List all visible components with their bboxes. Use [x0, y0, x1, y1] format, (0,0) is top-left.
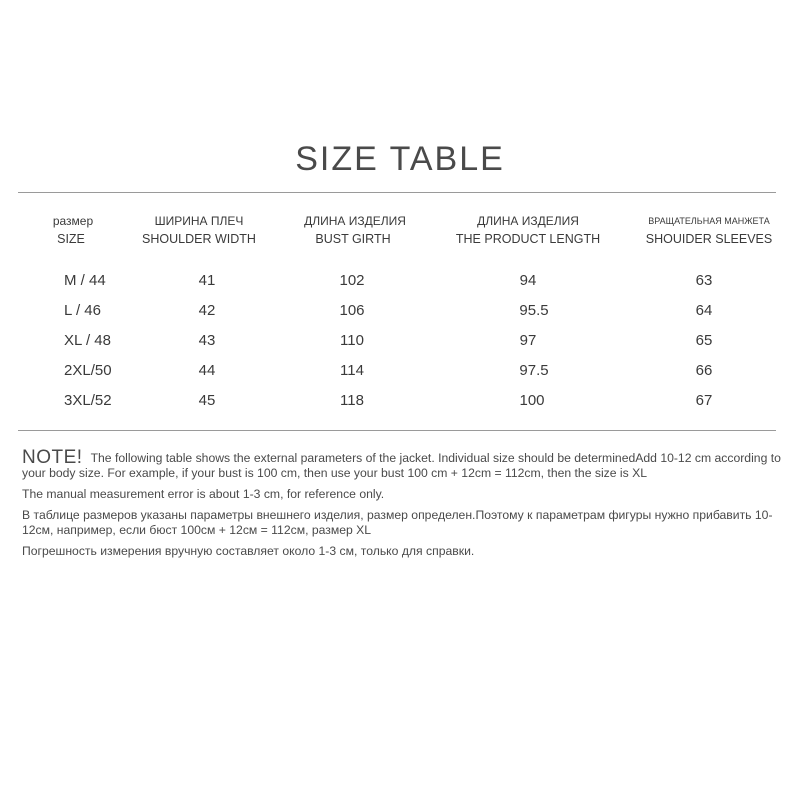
- cell-bust: 114: [340, 362, 364, 379]
- page-title: SIZE TABLE: [295, 140, 505, 178]
- cell-sleeves: 66: [695, 362, 713, 379]
- note-text-4: Погрешность измерения вручную составляет около 1-3 см, только для справки.: [22, 544, 475, 558]
- cell-sleeves: 64: [695, 302, 713, 319]
- note-english-main: [22, 449, 782, 481]
- note-text-3: В таблице размеров указаны параметры внешнего изделия, размер определен.Поэтому к параметрам фигуры нужно прибавить 10-12см, например, если бюст 100см + 12см = 112см, размер XL: [22, 508, 773, 537]
- cell-shoulder: 45: [198, 392, 216, 409]
- cell-bust: 118: [340, 392, 364, 409]
- cell-bust: 102: [339, 272, 365, 289]
- cell-length: 95.5: [519, 302, 549, 319]
- cell-size: 3XL/52: [64, 392, 112, 409]
- cell-bust: 106: [339, 302, 365, 319]
- header-length-en: THE PRODUCT LENGTH: [455, 232, 601, 246]
- header-sleeves-en: SHOUIDER SLEEVES: [645, 232, 773, 246]
- cell-bust: 110: [340, 332, 364, 349]
- cell-size: L / 46: [64, 302, 101, 319]
- cell-length: 97: [519, 332, 537, 349]
- header-shoulder-ru: ШИРИНА ПЛЕЧ: [154, 214, 244, 228]
- cell-size: XL / 48: [64, 332, 111, 349]
- bottom-divider: [18, 430, 776, 431]
- header-bust-en: BUST GIRTH: [315, 232, 391, 246]
- cell-shoulder: 43: [198, 332, 216, 349]
- cell-shoulder: 42: [198, 302, 216, 319]
- header-length-ru: ДЛИНА ИЗДЕЛИЯ: [477, 214, 579, 228]
- header-shoulder-en: SHOULDER WIDTH: [142, 232, 256, 246]
- notes-section: [22, 449, 782, 559]
- cell-size: 2XL/50: [64, 362, 112, 379]
- note-text-1: The following table shows the external parameters of the jacket. Individual size should be determinedAdd 10-12 cm according to your body size. For example, if your bust is 100 cm, then use your bust 100 cm + 12cm = 112cm, then the size is XL: [22, 451, 781, 480]
- cell-shoulder: 44: [198, 362, 216, 379]
- cell-sleeves: 65: [695, 332, 713, 349]
- note-text-2: The manual measurement error is about 1-3 cm, for reference only.: [22, 487, 385, 501]
- top-divider: [18, 192, 776, 193]
- header-bust-ru: ДЛИНА ИЗДЕЛИЯ: [304, 214, 406, 228]
- cell-sleeves: 63: [695, 272, 713, 289]
- cell-length: 100: [519, 392, 545, 409]
- header-size-en: SIZE: [57, 232, 85, 246]
- cell-length: 97.5: [519, 362, 549, 379]
- header-sleeves-ru: ВРАЩАТЕЛЬНАЯ МАНЖЕТА: [648, 216, 770, 226]
- cell-length: 94: [519, 272, 537, 289]
- cell-sleeves: 67: [695, 392, 713, 409]
- note-heading: NOTE!: [22, 447, 83, 468]
- cell-shoulder: 41: [198, 272, 216, 289]
- header-size-ru: размер: [52, 214, 94, 228]
- cell-size: M / 44: [64, 272, 106, 289]
